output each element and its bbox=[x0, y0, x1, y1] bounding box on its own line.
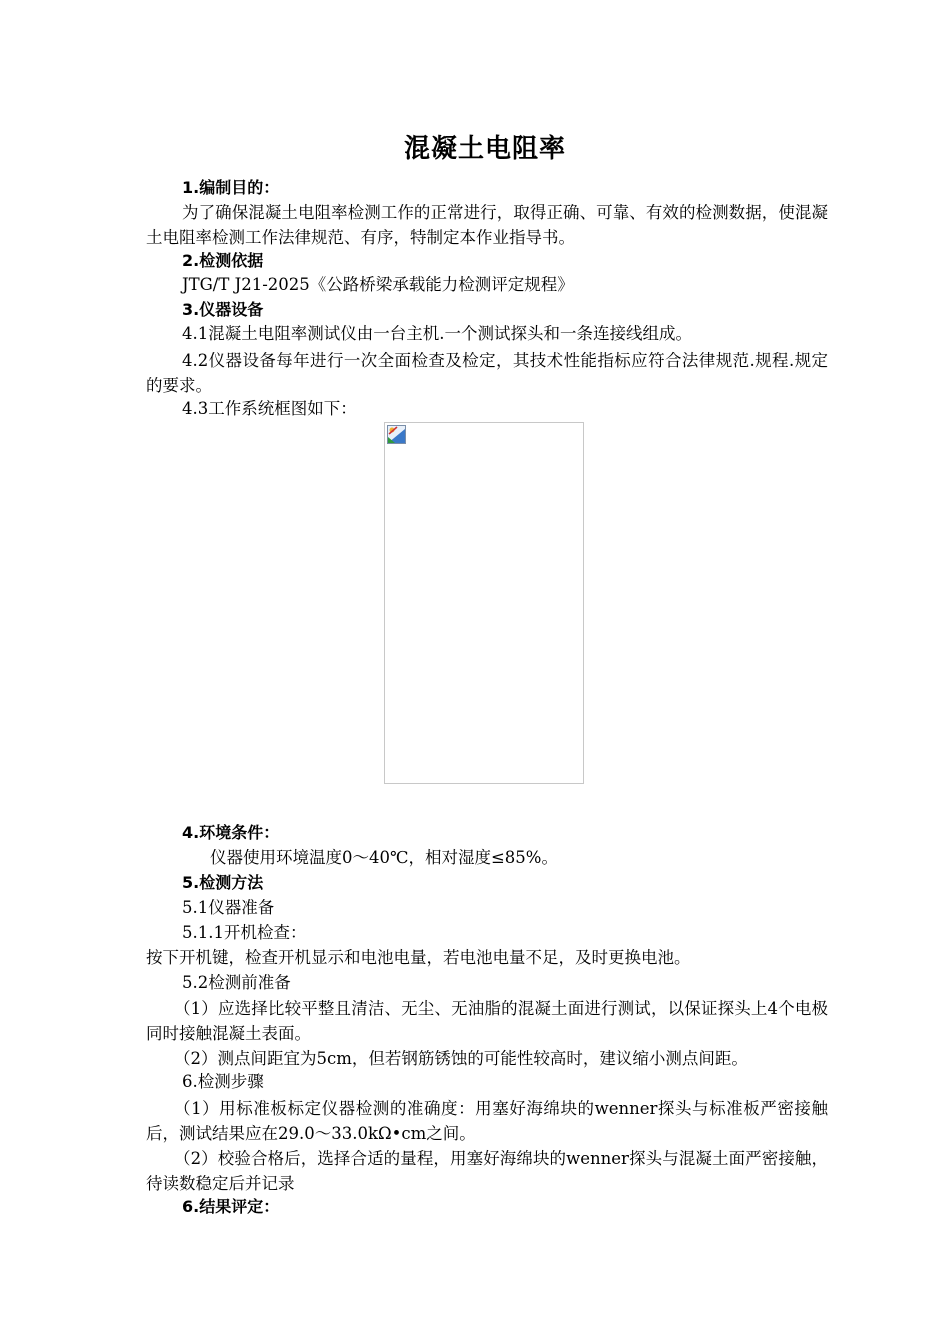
method-5-1-1: 5.1.1开机检查： bbox=[182, 923, 307, 942]
steps-item-1: （1）用标准板标定仪器检测的准确度：用塞好海绵块的wenner探头与标准板严密接触后，测试结果应在29.0～33.0kΩ•cm之间。 bbox=[146, 1099, 828, 1143]
section-heading-environment: 4.环境条件： bbox=[182, 823, 280, 842]
purpose-paragraph: 为了确保混凝土电阻率检测工作的正常进行，取得正确、可靠、有效的检测数据，使混凝土电阻率检测工作法律规范、有序，特制定本作业指导书。 bbox=[146, 203, 828, 247]
method-5-2-item-2: （2）测点间距宜为5cm，但若钢筋锈蚀的可能性较高时，建议缩小测点间距。 bbox=[174, 1049, 748, 1068]
basis-standard: JTG/T J21-2025《公路桥梁承载能力检测评定规程》 bbox=[182, 275, 574, 294]
method-5-1: 5.1仪器准备 bbox=[182, 898, 275, 917]
section-heading-basis: 2.检测依据 bbox=[182, 251, 264, 270]
system-diagram-image bbox=[384, 422, 584, 784]
broken-image-icon bbox=[387, 425, 406, 444]
equipment-item-3: 4.3工作系统框图如下： bbox=[182, 399, 357, 418]
method-5-2: 5.2检测前准备 bbox=[182, 973, 291, 992]
section-heading-method: 5.检测方法 bbox=[182, 873, 264, 892]
environment-body: 仪器使用环境温度0～40℃，相对湿度≤85%。 bbox=[210, 848, 558, 867]
document-title: 混凝土电阻率 bbox=[403, 134, 566, 164]
equipment-item-1: 4.1混凝土电阻率测试仪由一台主机.一个测试探头和一条连接线组成。 bbox=[182, 324, 692, 343]
steps-item-2: （2）校验合格后，选择合适的量程，用塞好海绵块的wenner探头与混凝土面严密接触，待读数稳定后并记录 bbox=[146, 1149, 828, 1193]
method-5-2-item-1: （1）应选择比较平整且清洁、无尘、无油脂的混凝土面进行测试，以保证探头上4个电极同时接触混凝土表面。 bbox=[146, 999, 828, 1043]
equipment-item-2: 4.2仪器设备每年进行一次全面检查及检定，其技术性能指标应符合法律规范.规程.规定的要求。 bbox=[146, 351, 828, 395]
section-heading-equipment: 3.仪器设备 bbox=[182, 300, 264, 319]
section-heading-steps: 6.检测步骤 bbox=[182, 1072, 264, 1091]
section-heading-purpose: 1.编制目的： bbox=[182, 178, 280, 197]
section-heading-result: 6.结果评定： bbox=[182, 1197, 280, 1216]
method-5-1-1-body: 按下开机键，检查开机显示和电池电量，若电池电量不足，及时更换电池。 bbox=[146, 948, 691, 967]
